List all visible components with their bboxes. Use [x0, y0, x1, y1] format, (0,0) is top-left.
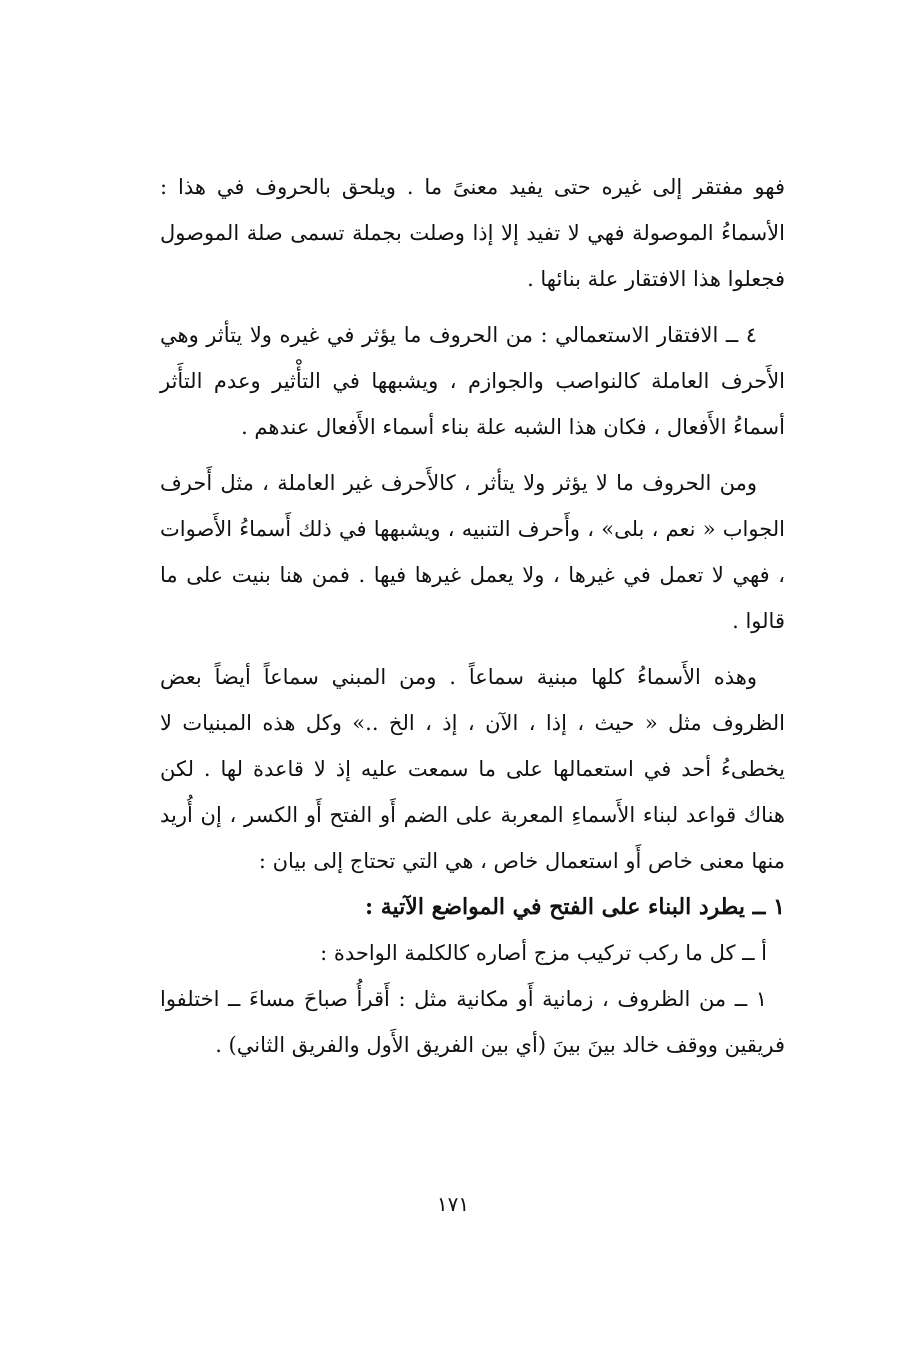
paragraph-heard-built-nouns: وهذه الأَسماءُ كلها مبنية سماعاً . ومن المبني سماعاً أيضاً بعض الظروف مثل « حيث ، إذا ، الآن ، إذ ، الخ ..» وكل هذه المبنيات لا يخطىءُ أحد في استعمالها على ما سمعت عليه إذ لا قاعدة لها . لكن هناك قواعد لبناء الأَسماءِ المعربة على الضم أَو الفتح أَو الكسر ، إن أُريد منها معنى خاص أَو استعمال خاص ، هي التي تحتاج إلى بيان : — [160, 665, 785, 873]
paragraph-non-working-letters: ومن الحروف ما لا يؤثر ولا يتأثر ، كالأَحرف غير العاملة ، مثل أَحرف الجواب « نعم ، بلى» ، وأَحرف التنبيه ، ويشبهها في ذلك أَسماءُ الأَصوات ، فهي لا تعمل في غيرها ، ولا يعمل غيرها فيها . فمن هنا بنيت على ما قالوا . — [160, 471, 785, 633]
body-text — [160, 164, 785, 1068]
list-item-1: ١ ــ من الظروف ، زمانية أَو مكانية مثل : أَقرأُ صباحَ مساءَ ــ اختلفوا فريقين ووقف خالد بينَ بينَ (أي بين الفريق الأَول والفريق الثاني) . — [160, 987, 785, 1057]
page-number: ١٧١ — [436, 1192, 470, 1216]
paragraph-usage-dependence: ٤ ــ الافتقار الاستعمالي : من الحروف ما يؤثر في غيره ولا يتأثر وهي الأَحرف العاملة كالنواصب والجوازم ، ويشبهها في التأْثير وعدم التأَثر أسماءُ الأَفعال ، فكان هذا الشبه علة بناء أسماء الأَفعال عندهم . — [160, 323, 785, 439]
paragraph-continuation: فهو مفتقر إلى غيره حتى يفيد معنىً ما . ويلحق بالحروف في هذا : الأسماءُ الموصولة فهي لا تفيد إلا إذا وصلت بجملة تسمى صلة الموصول فجعلوا هذا الافتقار علة بنائها . — [160, 175, 785, 291]
list-item-a: أ ــ كل ما ركب تركيب مزج أصاره كالكلمة الواحدة : — [320, 941, 767, 965]
section-heading: ١ ــ يطرد البناء على الفتح في المواضع الآتية : — [364, 894, 785, 920]
